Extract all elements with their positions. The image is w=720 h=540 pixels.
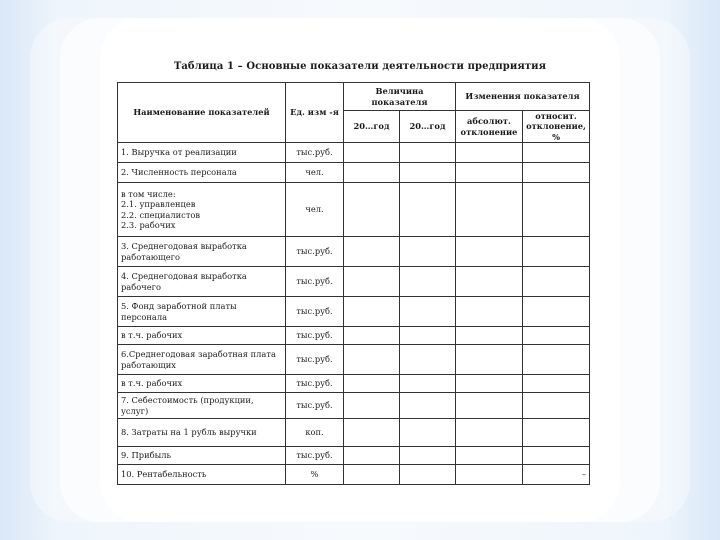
header-unit: Ед. изм -я [286, 83, 344, 143]
row-name-cell: 10. Рентабельность [118, 465, 286, 485]
row-name-cell: в т.ч. рабочих [118, 327, 286, 345]
table-row [118, 267, 590, 297]
row-abs-deviation-cell [456, 465, 523, 485]
row-rel-deviation-cell [523, 267, 590, 297]
row-rel-deviation-cell [523, 419, 590, 447]
row-abs-deviation-cell [456, 327, 523, 345]
row-name-cell: 1. Выручка от реализации [118, 143, 286, 163]
row-abs-deviation-cell [456, 419, 523, 447]
row-year-2-cell [400, 393, 456, 419]
row-abs-deviation-cell [456, 393, 523, 419]
row-unit-cell: тыс.руб. [286, 297, 344, 327]
row-unit-cell: тыс.руб. [286, 237, 344, 267]
row-name-cell: 4. Среднегодовая выработка рабочего [118, 267, 286, 297]
table-row [118, 393, 590, 419]
row-year-1-cell [344, 419, 400, 447]
row-year-2-cell [400, 143, 456, 163]
header-year-1: 20…год [344, 111, 400, 143]
row-year-1-cell [344, 163, 400, 183]
header-value-group: Величина показателя [344, 83, 456, 111]
row-year-1-cell [344, 327, 400, 345]
row-year-2-cell [400, 237, 456, 267]
row-rel-deviation-cell [523, 447, 590, 465]
header-year-2: 20…год [400, 111, 456, 143]
row-year-1-cell [344, 447, 400, 465]
row-year-1-cell [344, 237, 400, 267]
row-unit-cell: тыс.руб. [286, 393, 344, 419]
row-rel-deviation-cell [523, 143, 590, 163]
row-name-cell: 5. Фонд заработной платы персонала [118, 297, 286, 327]
row-unit-cell: коп. [286, 419, 344, 447]
row-rel-deviation-cell [523, 345, 590, 375]
table-row [118, 375, 590, 393]
row-year-2-cell [400, 183, 456, 237]
row-abs-deviation-cell [456, 143, 523, 163]
table-row [118, 419, 590, 447]
row-rel-deviation-cell [523, 163, 590, 183]
header-rel-deviation: относит. отклонение, % [523, 111, 590, 143]
row-rel-deviation-cell [523, 327, 590, 345]
row-year-1-cell [344, 393, 400, 419]
row-year-1-cell [344, 183, 400, 237]
row-unit-cell: тыс.руб. [286, 143, 344, 163]
row-rel-deviation-cell [523, 237, 590, 267]
row-year-2-cell [400, 419, 456, 447]
table-row [118, 143, 590, 163]
row-year-1-cell [344, 375, 400, 393]
table-row [118, 327, 590, 345]
row-unit-cell: чел. [286, 163, 344, 183]
row-unit-cell: чел. [286, 183, 344, 237]
table-row [118, 237, 590, 267]
row-year-2-cell [400, 447, 456, 465]
row-abs-deviation-cell [456, 345, 523, 375]
row-rel-deviation-cell [523, 297, 590, 327]
row-name-cell: 2. Численность персонала [118, 163, 286, 183]
row-unit-cell: тыс.руб. [286, 345, 344, 375]
row-abs-deviation-cell [456, 183, 523, 237]
row-abs-deviation-cell [456, 297, 523, 327]
row-abs-deviation-cell [456, 163, 523, 183]
row-year-1-cell [344, 143, 400, 163]
row-rel-deviation-cell [523, 393, 590, 419]
table-row [118, 465, 590, 485]
row-name-cell: 8. Затраты на 1 рубль выручки [118, 419, 286, 447]
row-year-2-cell [400, 465, 456, 485]
row-year-2-cell [400, 375, 456, 393]
header-change-group: Изменения показателя [456, 83, 590, 111]
row-abs-deviation-cell [456, 267, 523, 297]
row-abs-deviation-cell [456, 237, 523, 267]
row-rel-deviation-cell [523, 375, 590, 393]
table-row [118, 447, 590, 465]
row-year-2-cell [400, 345, 456, 375]
row-rel-deviation-cell [523, 183, 590, 237]
row-name-cell: 7. Себестоимость (продукции, услуг) [118, 393, 286, 419]
indicators-table [117, 82, 590, 485]
row-year-1-cell [344, 267, 400, 297]
header-abs-deviation: абсолют. отклонение [456, 111, 523, 143]
row-abs-deviation-cell [456, 447, 523, 465]
header-name: Наименование показателей [118, 83, 286, 143]
table-row [118, 345, 590, 375]
row-name-cell: в т.ч. рабочих [118, 375, 286, 393]
row-rel-deviation-cell: – [523, 465, 590, 485]
row-year-2-cell [400, 163, 456, 183]
row-year-1-cell [344, 297, 400, 327]
row-year-2-cell [400, 267, 456, 297]
table-caption: Таблица 1 – Основные показатели деятельности предприятия [173, 61, 547, 72]
row-name-cell: 9. Прибыль [118, 447, 286, 465]
row-unit-cell: тыс.руб. [286, 375, 344, 393]
row-year-2-cell [400, 297, 456, 327]
row-name-cell: в том числе: 2.1. управленцев 2.2. специалистов 2.3. рабочих [118, 183, 286, 237]
row-name-cell: 6.Среднегодовая заработная плата работающих [118, 345, 286, 375]
table-row [118, 183, 590, 237]
table-row [118, 297, 590, 327]
row-year-2-cell [400, 327, 456, 345]
row-abs-deviation-cell [456, 375, 523, 393]
row-unit-cell: тыс.руб. [286, 327, 344, 345]
row-unit-cell: тыс.руб. [286, 447, 344, 465]
row-year-1-cell [344, 465, 400, 485]
row-year-1-cell [344, 345, 400, 375]
row-unit-cell: тыс.руб. [286, 267, 344, 297]
table-body [118, 143, 590, 485]
row-name-cell: 3. Среднегодовая выработка работающего [118, 237, 286, 267]
table-row [118, 163, 590, 183]
row-unit-cell: % [286, 465, 344, 485]
